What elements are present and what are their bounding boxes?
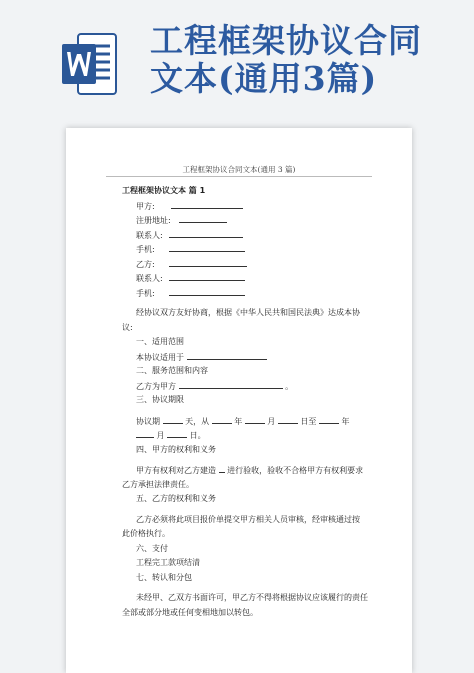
- s1-blank: [187, 350, 267, 360]
- page-title: [150, 22, 460, 98]
- s7-body-line-1: 未经甲、乙双方书面许可，甲乙方不得将根据协议应该履行的责任: [136, 593, 368, 602]
- party-a-label: 甲方:: [136, 201, 155, 211]
- party-a-blank: [171, 199, 243, 209]
- s4-body-line-2: 乙方承担法律责任。: [122, 479, 194, 489]
- s5-body-line-2: 此价格执行。: [122, 529, 170, 538]
- s3-blank-day1: [278, 414, 298, 424]
- s2-body-line: [122, 379, 384, 394]
- s6-title: 六、支付: [136, 543, 168, 553]
- intro-line-1: 经协议双方友好协商，根据《中华人民共和国民法典》达成本协: [136, 308, 360, 317]
- s2-body-b: 。: [285, 381, 294, 391]
- s2-body-a: 乙方为甲方: [136, 381, 176, 391]
- s3-d: 月: [267, 416, 276, 426]
- s3-blank-year1: [212, 414, 232, 424]
- contact-b-blank: [169, 271, 245, 281]
- contact-b-label: 联系人:: [136, 274, 163, 283]
- s5-body-line-1: 乙方必须将此项目报价单提交甲方相关人员审核，经审核通过按: [136, 514, 360, 524]
- s3-g: 月: [156, 431, 165, 440]
- phone-b-label: 手机:: [136, 288, 155, 298]
- party-b-line: [122, 257, 384, 272]
- s2-title: 二、服务范围和内容: [136, 366, 208, 375]
- s5-title: 五、乙方的权利和义务: [136, 494, 216, 503]
- s4-body-line-1: [122, 463, 384, 478]
- s3-blank-month2: [136, 428, 154, 438]
- s3-f: 年: [341, 416, 350, 426]
- s3-blank-month1: [245, 414, 265, 424]
- s4-body-1: 甲方有权利对乙方建造: [136, 466, 216, 475]
- party-b-blank: [169, 257, 247, 267]
- s1-body-line: [122, 350, 384, 365]
- section-title: 工程框架协议文本 篇 1: [122, 186, 206, 195]
- s3-b: 天，从: [185, 416, 210, 426]
- s4-title: 四、甲方的权利和义务: [136, 444, 216, 454]
- document-body: [122, 184, 384, 620]
- page-header: [0, 0, 474, 118]
- s3-c: 年: [234, 416, 243, 426]
- phone-b-line: [122, 286, 384, 301]
- address-label: 注册地址:: [136, 216, 171, 225]
- word-doc-icon: [60, 30, 118, 98]
- s3-e: 日至: [300, 416, 317, 426]
- contact-b-line: [122, 271, 384, 286]
- s2-blank: [179, 379, 283, 389]
- contact-a-blank: [169, 228, 243, 238]
- s3-title: 三、协议期限: [136, 395, 184, 404]
- s3-line-2: [122, 428, 384, 443]
- s3-blank-days: [163, 414, 183, 424]
- s3-h: 日。: [189, 431, 206, 440]
- title-line-1: 工程框架协议合同: [150, 21, 422, 60]
- s6-body: 工程完工款项结清: [136, 558, 200, 567]
- s3-line-1: [122, 414, 384, 429]
- phone-a-label: 手机:: [136, 245, 155, 254]
- intro-line-2: 议:: [122, 322, 133, 332]
- s4-body-1b: 进行验收，验收不合格甲方有权利要求: [227, 466, 364, 475]
- s3-blank-day2: [167, 428, 187, 438]
- s7-body-line-2: 全部或部分地或任何变相地加以转包。: [122, 607, 258, 617]
- document-page: [66, 128, 412, 673]
- phone-a-blank: [169, 242, 245, 252]
- running-header: 工程框架协议合同文本(通用 3 篇): [182, 165, 296, 174]
- party-b-label: 乙方:: [136, 259, 155, 269]
- phone-a-line: [122, 242, 384, 257]
- s3-a: 协议期: [136, 416, 160, 426]
- s1-title: 一、适用范围: [136, 337, 184, 346]
- contact-a-line: [122, 228, 384, 243]
- party-a-line: [122, 199, 384, 214]
- s1-body: 本协议适用于: [136, 352, 184, 362]
- title-line-2: 文本(通用3篇): [150, 59, 378, 98]
- s7-title: 七、转认和分包: [136, 572, 192, 582]
- address-line: [122, 213, 384, 228]
- contact-a-label: 联系人:: [136, 230, 163, 240]
- address-blank: [179, 213, 227, 223]
- s3-blank-year2: [319, 414, 339, 424]
- phone-b-blank: [169, 286, 245, 296]
- s4-blank: [219, 463, 225, 473]
- header-rule: [106, 176, 372, 177]
